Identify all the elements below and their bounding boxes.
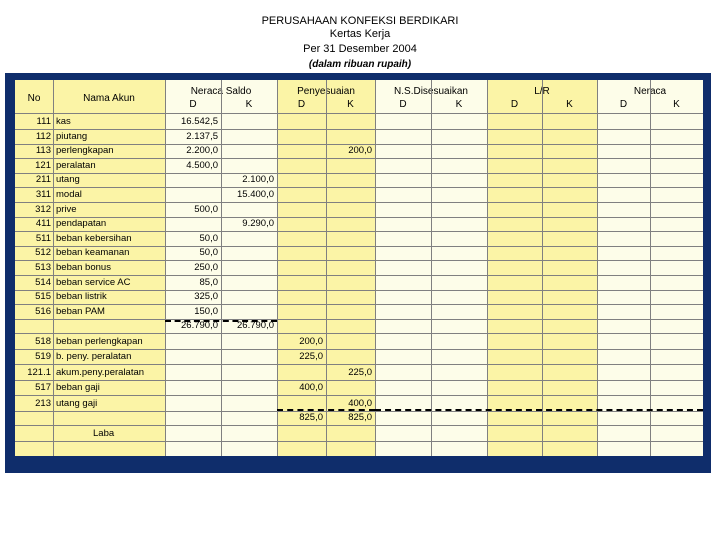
row-divider (15, 319, 703, 320)
ns-kredit-value: 9.290,0 (242, 218, 274, 230)
row-divider (15, 333, 703, 334)
ns-debit-value: 500,0 (194, 203, 218, 215)
adj-kredit-value: 825,0 (348, 412, 372, 423)
col-header-nsd-kredit: K (455, 99, 463, 110)
ns-debit-value: 26.790,0 (181, 320, 218, 332)
total-underline (277, 409, 375, 411)
account-number: 515 (35, 291, 51, 303)
col-header-neraca: Neraca (633, 86, 667, 97)
col-header-no: No (27, 93, 41, 104)
document-type: Kertas Kerja (329, 28, 391, 40)
account-number: 121 (35, 159, 51, 171)
col-header-nama-akun: Nama Akun (83, 93, 135, 104)
account-number: 512 (35, 247, 51, 259)
laba-label: Laba (93, 428, 115, 439)
col-header-penyesuaian: Penyesuaian (297, 86, 355, 97)
account-number: 518 (35, 336, 51, 347)
ns-debit-value: 250,0 (194, 262, 218, 273)
account-number: 112 (35, 130, 51, 142)
account-number: 311 (35, 189, 51, 200)
account-name: beban PAM (56, 305, 105, 317)
ns-kredit-value: 15.400,0 (237, 189, 274, 200)
account-name: akum.peny.peralatan (56, 366, 145, 378)
account-number: 213 (35, 397, 51, 409)
grid-vline (375, 80, 376, 456)
account-name: beban kebersihan (56, 232, 132, 244)
adj-kredit-value: 200,0 (348, 145, 372, 157)
ns-debit-value: 16.542,5 (181, 116, 218, 127)
row-divider (15, 364, 703, 365)
adj-debit-value: 400,0 (299, 382, 323, 394)
account-name: utang (56, 174, 80, 186)
company-name: PERUSAHAAN KONFEKSI BERDIKARI (261, 15, 459, 27)
worksheet-table (15, 80, 703, 456)
col-header-ns-kredit: K (245, 99, 253, 110)
account-number: 312 (35, 203, 51, 215)
col-header-lr: L/R (534, 86, 550, 97)
ns-debit-value: 325,0 (194, 291, 218, 303)
account-name: pendapatan (56, 218, 107, 230)
account-name: b. peny. peralatan (56, 351, 132, 363)
currency-note: (dalam ribuan rupaih) (308, 59, 412, 70)
row-divider (15, 441, 703, 442)
account-name: beban bonus (56, 262, 111, 273)
account-number: 211 (35, 174, 51, 186)
ns-debit-value: 2.137,5 (186, 130, 218, 142)
account-name: modal (56, 189, 82, 200)
adj-debit-value: 200,0 (299, 336, 323, 347)
ns-debit-value: 50,0 (199, 247, 218, 259)
account-name: beban listrik (56, 291, 107, 303)
account-name: beban service AC (56, 276, 131, 288)
col-header-neraca-debit: D (619, 99, 628, 110)
row-divider (15, 425, 703, 426)
account-name: beban gaji (56, 382, 100, 394)
grid-vline (221, 80, 222, 456)
adj-kredit-value: 400,0 (348, 397, 372, 409)
col-header-p-debit: D (297, 99, 306, 110)
row-divider (15, 349, 703, 350)
account-number: 517 (35, 382, 51, 394)
adj-debit-value: 825,0 (299, 412, 323, 423)
ns-kredit-value: 2.100,0 (242, 174, 274, 186)
col-header-neraca-kredit: K (673, 99, 680, 110)
account-name: perlengkapan (56, 145, 114, 157)
grid-vline (542, 80, 543, 456)
period: Per 31 Desember 2004 (303, 43, 417, 55)
account-number: 111 (36, 116, 51, 127)
col-header-lr-kredit: K (566, 99, 573, 110)
account-number: 513 (35, 262, 51, 273)
row-divider (15, 380, 703, 381)
ns-kredit-value: 26.790,0 (237, 320, 274, 332)
grid-vline (650, 80, 651, 456)
adj-kredit-value: 225,0 (348, 366, 372, 378)
grid-vline (431, 80, 432, 456)
total-underline (165, 320, 277, 322)
ns-debit-value: 150,0 (194, 305, 218, 317)
account-number: 411 (35, 218, 51, 230)
account-name: utang gaji (56, 397, 98, 409)
account-name: peralatan (56, 159, 96, 171)
account-number: 516 (35, 305, 51, 317)
ns-debit-value: 50,0 (199, 232, 218, 244)
ns-debit-value: 2.200,0 (186, 145, 218, 157)
grid-vline (277, 80, 278, 456)
account-number: 514 (35, 276, 51, 288)
account-number: 519 (35, 351, 51, 363)
row-divider (15, 395, 703, 396)
account-number: 121.1 (27, 366, 51, 378)
adj-debit-value: 225,0 (299, 351, 323, 363)
account-name: piutang (56, 130, 88, 142)
header-divider (15, 113, 703, 114)
account-name: kas (56, 116, 71, 127)
account-name: beban perlengkapan (56, 336, 143, 347)
col-header-ns-disesuaikan: N.S.Disesuaikan (394, 86, 468, 97)
col-header-lr-debit: D (510, 99, 519, 110)
grid-vline (487, 80, 488, 456)
col-header-p-kredit: K (347, 99, 354, 110)
ns-debit-value: 4.500,0 (186, 159, 218, 171)
col-header-ns-debit: D (189, 99, 197, 110)
account-number: 511 (35, 232, 51, 244)
ns-debit-value: 85,0 (199, 276, 218, 288)
grid-vline (53, 80, 54, 456)
col-header-nsd-debit: D (399, 99, 407, 110)
account-name: prive (56, 203, 77, 215)
total-underline (375, 409, 703, 411)
grid-vline (597, 80, 598, 456)
col-header-neraca-saldo: Neraca Saldo (190, 86, 252, 97)
account-name: beban keamanan (56, 247, 130, 259)
account-number: 113 (35, 145, 51, 157)
